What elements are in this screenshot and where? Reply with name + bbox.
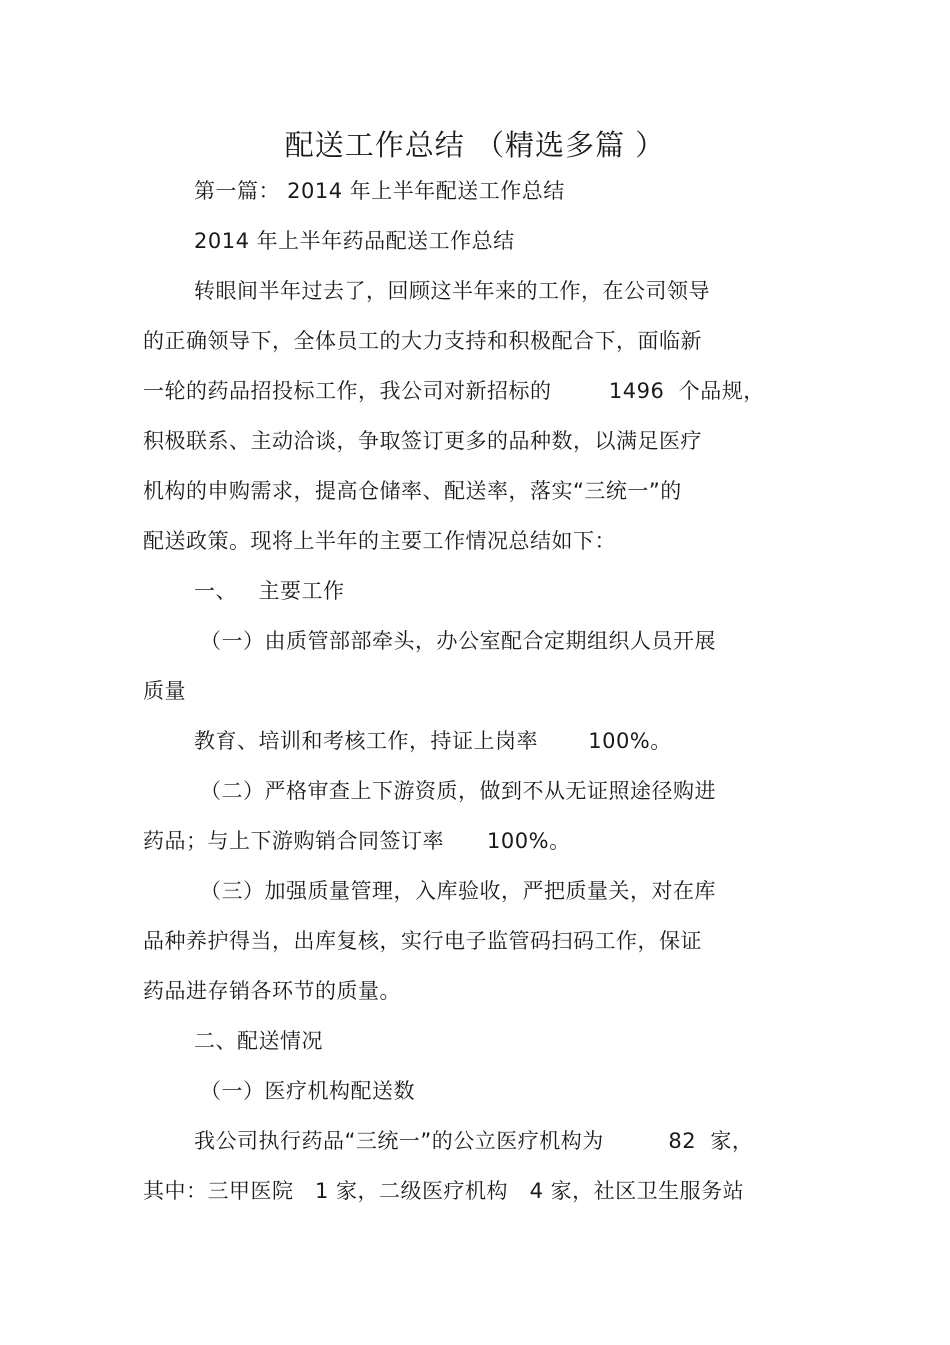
paragraph-line: 药品；与上下游购销合同签订率 100%。: [143, 829, 571, 853]
paragraph-line: 品种养护得当，出库复核，实行电子监管码扫码工作，保证: [143, 929, 702, 953]
paragraph-line: （二）严格审查上下游资质，做到不从无证照途径购进: [200, 779, 716, 803]
section-heading-part-one: 第一篇： 2014 年上半年配送工作总结: [194, 179, 565, 203]
section-heading: 一、 主要工作: [194, 579, 345, 603]
paragraph-line: 配送政策。现将上半年的主要工作情况总结如下：: [143, 529, 616, 553]
paragraph-line: 质量: [143, 679, 186, 703]
paragraph-line: 药品进存销各环节的质量。: [143, 979, 401, 1003]
paragraph-line: 的正确领导下，全体员工的大力支持和积极配合下，面临新: [143, 329, 702, 353]
paragraph-line: 转眼间半年过去了，回顾这半年来的工作，在公司领导: [194, 279, 710, 303]
paragraph-line: 积极联系、主动洽谈，争取签订更多的品种数，以满足医疗: [143, 429, 702, 453]
paragraph-line: 其中：三甲医院 1 家，二级医疗机构 4 家，社区卫生服务站: [143, 1179, 745, 1203]
paragraph-line: 教育、培训和考核工作，持证上岗率 100%。: [194, 729, 672, 753]
section-heading: 二、配送情况: [194, 1029, 323, 1053]
paragraph-line: 一轮的药品招投标工作，我公司对新招标的 1496 个品规，: [143, 379, 765, 403]
paragraph-line: （三）加强质量管理，入库验收，严把质量关，对在库: [200, 879, 716, 903]
paragraph-line: （一）由质管部部牵头，办公室配合定期组织人员开展: [200, 629, 716, 653]
paragraph-line: 机构的申购需求，提高仓储率、配送率，落实“三统一”的: [143, 479, 682, 503]
paragraph-line: 我公司执行药品“三统一”的公立医疗机构为 82 家，: [194, 1129, 754, 1153]
subsection-heading: （一）医疗机构配送数: [200, 1079, 415, 1103]
subtitle-line: 2014 年上半年药品配送工作总结: [194, 229, 515, 253]
document-title: 配送工作总结 （精选多篇 ）: [284, 128, 666, 162]
